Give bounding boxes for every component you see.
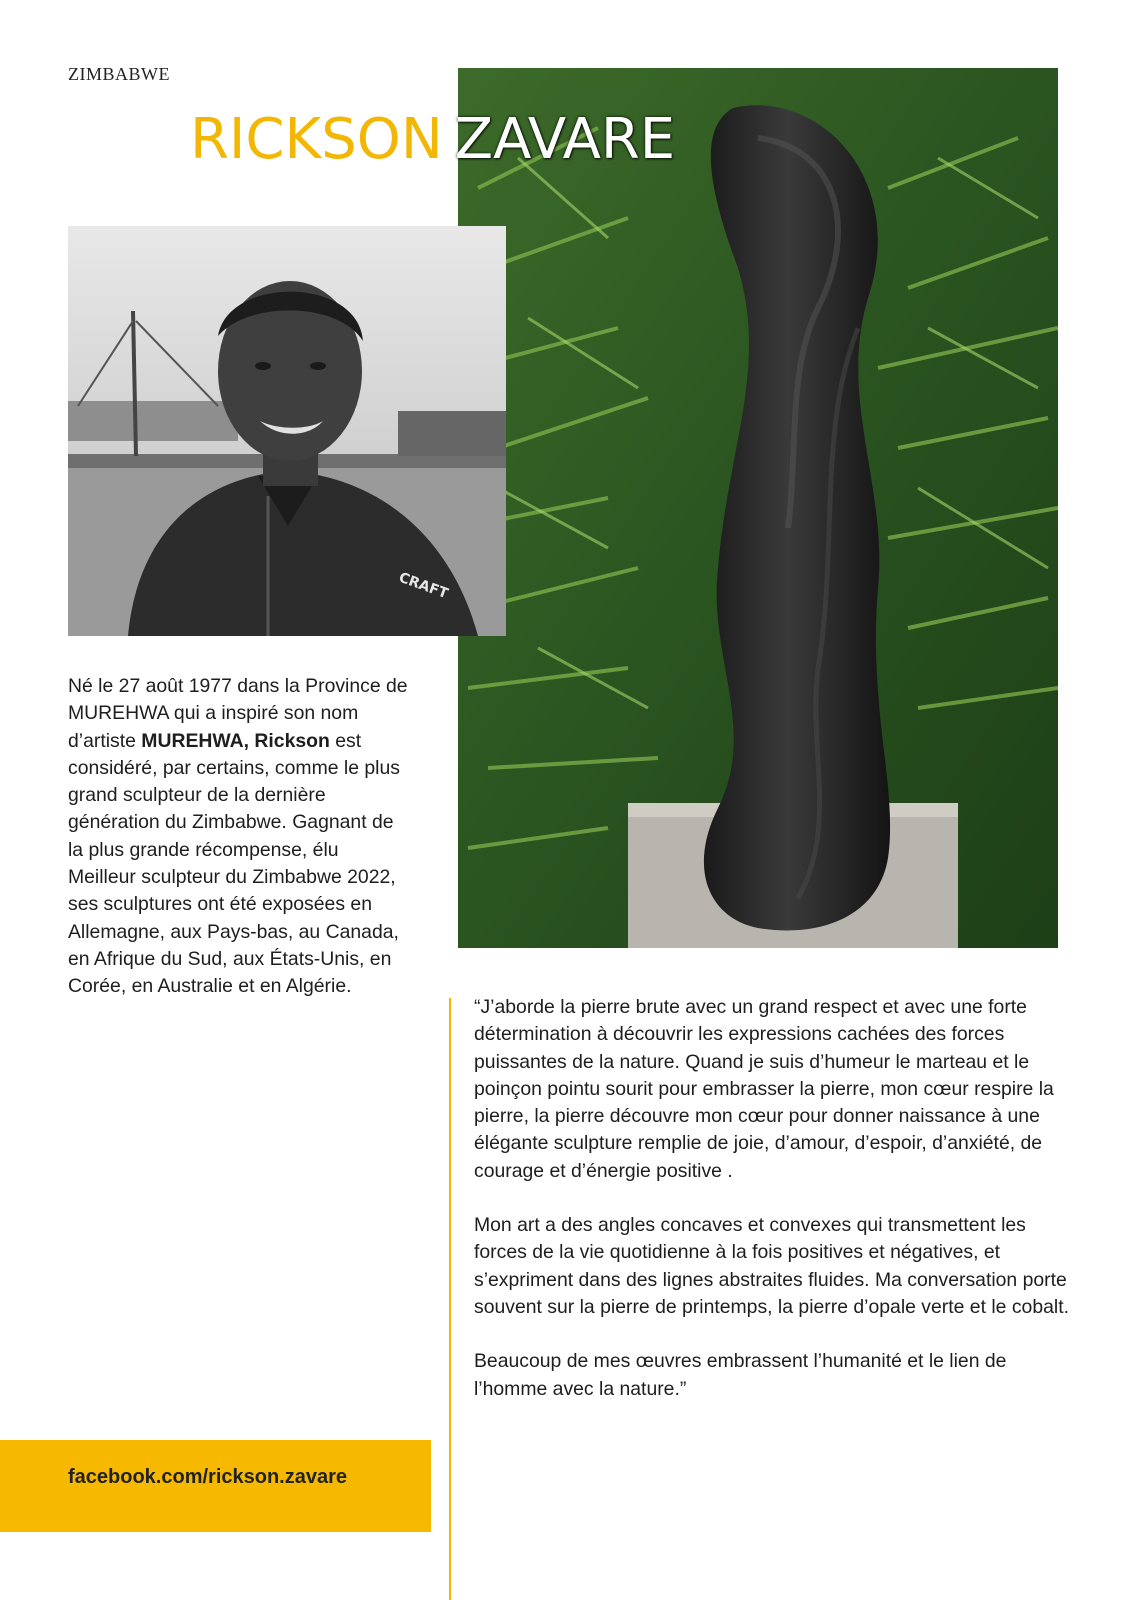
bio-artist-name: MUREHWA, Rickson xyxy=(141,729,330,752)
quote-paragraph-2: Mon art a des angles concaves et convexes qui transmettent les forces de la vie quotidienne à la fois positives et négatives, et s’expriment dans des lignes abstraites fluides. Ma conversation porte souvent sur la pierre de printemps, la pierre d’opale verte et le cobalt. xyxy=(474,1214,1069,1318)
sculpture-photo xyxy=(458,68,1058,948)
country-label: ZIMBABWE xyxy=(68,64,170,84)
artist-portrait xyxy=(68,226,506,636)
artist-bio xyxy=(68,673,408,1001)
quote-paragraph-3: Beaucoup de mes œuvres embrassent l’humanité et le lien de l’homme avec la nature.” xyxy=(474,1350,1007,1400)
bio-lead: Né le 27 août 1977 dans la Province de MUREHWA qui a inspiré son nom d’artiste xyxy=(68,675,408,752)
artist-last-name: ZAVARE xyxy=(454,107,676,172)
artist-first-name: RICKSON xyxy=(190,107,443,172)
page-title xyxy=(190,107,676,172)
facebook-link[interactable]: facebook.com/rickson.zavare xyxy=(68,1466,348,1488)
artist-quote xyxy=(474,994,1074,1430)
portrait-logo: CRAFT xyxy=(396,569,451,603)
quote-divider xyxy=(449,998,451,1600)
bio-rest: est considéré, par certains, comme le plus grand sculpteur de la dernière génération du Zimbabwe. Gagnant de la plus grande récompense, élu Meilleur sculpteur du Zimbabwe 2022, ses sculptures ont été exposées en Allemagne, aux Pays-bas, au Canada, en Afrique du Sud, aux États-Unis, en Corée, en Australie et en Algérie. xyxy=(68,729,400,998)
quote-paragraph-1: “J’aborde la pierre brute avec un grand respect et avec une forte détermination à découvrir les expressions cachées des forces puissantes de la nature. Quand je suis d’humeur le marteau et le poinçon pointu sourit pour embrasser la pierre, mon cœur respire la pierre, la pierre découvre mon cœur pour donner naissance à une élégante sculpture remplie de joie, d’amour, d’espoir, d’anxiété, de courage et d’énergie positive . xyxy=(474,996,1054,1182)
